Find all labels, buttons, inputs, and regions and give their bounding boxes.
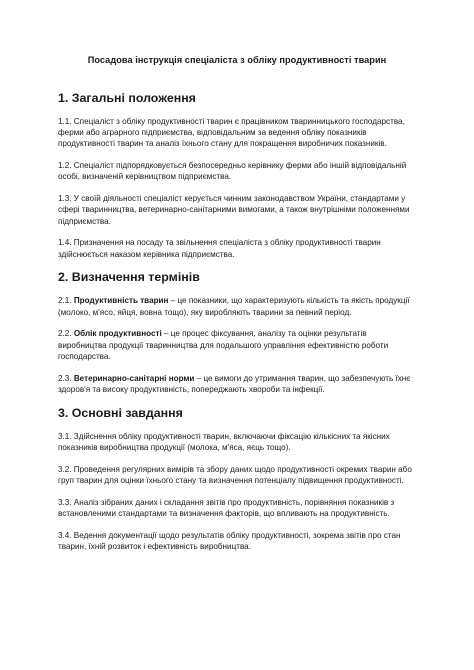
paragraph-number: 2.2. <box>58 329 74 339</box>
section-general-provisions <box>58 91 416 260</box>
term-veterinary-norms: Ветеринарно-санітарні норми <box>73 373 195 383</box>
section-definitions <box>58 270 416 395</box>
paragraph-1-1: 1.1. Спеціаліст з обліку продуктивності тварин є працівником тваринницького господарства, ферми або аграрного підприємства, відповідальним за ведення обліку показників продуктивності тварин та аналіз їхнього стану для покращення виробничих показників. <box>58 117 405 149</box>
paragraph-2-2 <box>58 328 416 362</box>
section-heading: 3. Основні завдання <box>58 405 183 420</box>
term-productivity: Продуктивність тварин <box>73 296 169 306</box>
section-heading: 1. Загальні положення <box>58 91 196 105</box>
paragraph-3-1: 3.1. Здійснення обліку продуктивності тварин, включаючи фіксацію кількісних та якісних показників виробництва продукції (молока, м'яса, яєць тощо). <box>58 431 390 452</box>
paragraph-3-2: 3.2. Проведення регулярних вимірів та збору даних щодо продуктивності окремих тварин або груп тварин для оцінки їхнього стану та визначення потенціалу підвищення продуктивності. <box>58 464 412 485</box>
paragraph-2-1 <box>58 295 416 317</box>
term-definition: – це показники, що характеризують кількість та якість продукції (молоко, м'ясо, яйця, вовна тощо), яку виробляють тварини за певний період. <box>58 296 410 317</box>
section-main-tasks <box>58 406 416 552</box>
paragraph-1-3: 1.3. У своїй діяльності спеціаліст керується чинним законодавством України, стандартами у сфері тваринництва, ветеринарно-санітарними вимогами, а також внутрішніми положеннями підприємства. <box>58 194 410 226</box>
paragraph-1-2: 1.2. Спеціаліст підпорядковується безпосередньо керівнику ферми або іншій відповідальній особі, визначеній керівництвом підприємства. <box>58 161 407 182</box>
paragraph-number: 2.1. <box>58 296 74 306</box>
paragraph-3-4: 3.4. Ведення документації щодо результатів обліку продуктивності, зокрема звітів про стан тварин, їхній розвиток і ефективність виробництва. <box>58 530 401 551</box>
term-definition: – це вимоги до утримання тварин, що забезпечують їхнє здоров'я та високу продуктивність, попереджають хвороби та інфекції. <box>58 373 411 394</box>
paragraph-1-4: 1.4. Призначення на посаду та звільнення спеціаліста з обліку продуктивності тварин здійснюється наказом керівника підприємства. <box>58 238 381 259</box>
section-heading: 2. Визначення термінів <box>58 270 200 285</box>
paragraph-3-3: 3.3. Аналіз зібраних даних і складання звітів про продуктивність, порівняння показників з встановленими стандартами та визначення факторів, що впливають на продуктивність. <box>58 497 395 518</box>
paragraph-number: 2.3. <box>58 373 74 383</box>
document-title: Посадова інструкція спеціаліста з обліку продуктивності тварин <box>87 55 387 65</box>
term-definition: – це процес фіксування, аналізу та оцінки результатів виробництва продукції тваринництва для подальшого управління ефективністю роботи господарства. <box>58 329 389 361</box>
term-accounting: Облік продуктивності <box>73 329 162 339</box>
paragraph-2-3 <box>58 373 416 395</box>
